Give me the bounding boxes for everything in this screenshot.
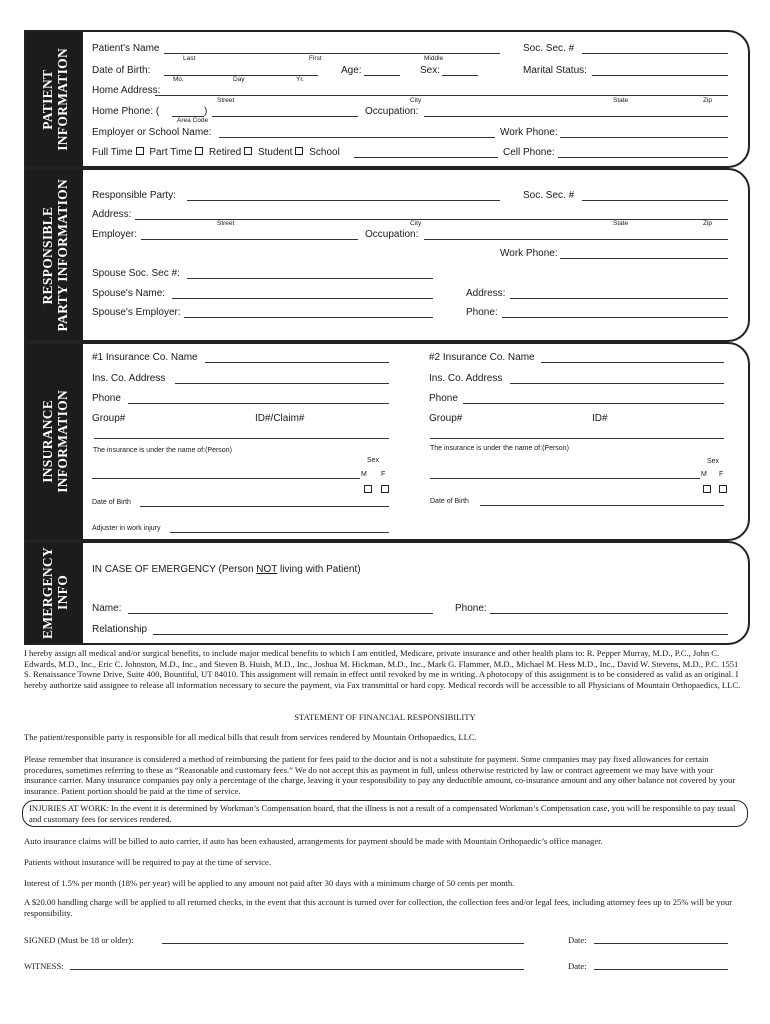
ins2-f-label: F: [719, 471, 724, 478]
marital-status-label: Marital Status:: [523, 65, 587, 76]
student-label: Student: [257, 147, 293, 158]
witness-date-field[interactable]: [594, 969, 728, 970]
statement-title: STATEMENT OF FINANCIAL RESPONSIBILITY: [294, 712, 476, 722]
responsible-party-tab: RESPONSIBLE PARTY INFORMATION: [26, 170, 83, 340]
dob-label: Date of Birth:: [92, 65, 151, 76]
ins2-group-id-field[interactable]: [430, 438, 724, 439]
age-field[interactable]: [364, 75, 400, 76]
full-time-label: Full Time: [92, 147, 133, 158]
last-caption: Last: [183, 55, 196, 62]
mo-caption: Mo.: [173, 76, 184, 83]
emergency-tab: EMERGENCY INFO: [26, 543, 83, 643]
interest-paragraph: Interest of 1.5% per month (18% per year) will be applied to any amount not paid after 30 days with a minimum charge of 50 cents per month.: [24, 878, 515, 888]
emergency-relationship-label: Relationship: [92, 624, 148, 635]
insurance-section: [24, 342, 750, 541]
work-phone-field[interactable]: [560, 137, 728, 138]
adjuster-label: Adjuster in work injury: [92, 525, 161, 532]
ins2-insured-person-field[interactable]: [430, 478, 700, 479]
adjuster-field[interactable]: [170, 532, 389, 533]
no-insurance-paragraph: Patients without insurance will be required to pay at the time of service.: [24, 857, 271, 867]
spouse-address-field[interactable]: [510, 298, 728, 299]
work-phone-label: Work Phone:: [500, 127, 558, 138]
ins2-group-label: Group#: [429, 413, 463, 424]
ins1-f-label: F: [381, 471, 386, 478]
home-address-label: Home Address:: [92, 85, 161, 96]
area-code-caption: Area Code: [177, 117, 209, 124]
ins1-name-field[interactable]: [205, 362, 389, 363]
school-field[interactable]: [354, 157, 498, 158]
responsible-work-phone-field[interactable]: [560, 258, 728, 259]
first-caption: First: [309, 55, 322, 62]
city-caption: City: [410, 97, 422, 104]
spouse-phone-label: Phone:: [466, 307, 498, 318]
home-phone-field[interactable]: [212, 116, 358, 117]
responsible-city-caption: City: [410, 220, 422, 227]
ins1-group-id-field[interactable]: [94, 438, 389, 439]
spouse-ssn-label: Spouse Soc. Sec #:: [92, 268, 180, 279]
responsibility-paragraph: The patient/responsible party is responsible for all medical bills that result from services rendered by Mountain Orthopaedics, LLC.: [24, 732, 477, 742]
cell-phone-label: Cell Phone:: [503, 147, 555, 158]
marital-status-field[interactable]: [592, 75, 728, 76]
spouse-employer-field[interactable]: [184, 317, 433, 318]
ins1-id-claim-label: ID#/Claim#: [255, 413, 305, 424]
insurance-reimbursement-paragraph: Please remember that insurance is considered a method of reimbursing the patient for fees paid to the doctor and is not a substitute for payment. Some companies may pay fixed allowances for certain procedures, sometimes referring to these as “Reasonable and customary fees.” We do not accept this as payment in full, unless otherwise restricted by law or contract agreement we may have with your insurance carrier. Many insurance companies pay only a percentage of the charge, leaving it your responsibility to pay any deductible amount, co-insurance amount and any other balance not covered by your insurance. Patient portion should be paid at the time of service.: [24, 754, 736, 796]
ins2-m-label: M: [701, 471, 707, 478]
insurance-tab: INSURANCE INFORMATION: [26, 344, 83, 539]
yr-caption: Yr.: [296, 76, 304, 83]
spouse-phone-field[interactable]: [502, 317, 728, 318]
home-address-field[interactable]: [155, 95, 728, 96]
ins2-name-label: #2 Insurance Co. Name: [429, 352, 535, 363]
day-caption: Day: [233, 76, 245, 83]
spouse-ssn-field[interactable]: [187, 278, 433, 279]
ins2-under-name-label: The insurance is under the name of:(Person): [430, 445, 569, 452]
student-checkbox[interactable]: [295, 147, 303, 155]
employer-field[interactable]: [219, 137, 495, 138]
occupation-label: Occupation:: [365, 106, 419, 117]
ins1-phone-field[interactable]: [128, 403, 389, 404]
middle-caption: Middle: [424, 55, 444, 62]
ins2-phone-label: Phone: [429, 393, 458, 404]
emergency-phone-field[interactable]: [490, 613, 728, 614]
ins1-under-name-label: The insurance is under the name of:(Person): [93, 447, 232, 454]
witness-label: WITNESS:: [24, 961, 64, 971]
home-phone-label: Home Phone: (: [92, 106, 160, 117]
ins1-dob-label: Date of Birth: [92, 499, 131, 506]
patient-ssn-label: Soc. Sec. #: [523, 43, 575, 54]
ins1-name-label: #1 Insurance Co. Name: [92, 352, 198, 363]
responsible-party-label: Responsible Party:: [92, 190, 176, 201]
signed-date-label: Date:: [568, 935, 587, 945]
not-emphasis: NOT: [256, 564, 278, 575]
responsible-state-caption: State: [613, 220, 629, 227]
patient-information-tab: PATIENT INFORMATION: [26, 32, 83, 166]
responsible-employer-label: Employer:: [92, 229, 138, 240]
sex-field[interactable]: [442, 75, 478, 76]
spouse-employer-label: Spouse's Employer:: [92, 307, 181, 318]
state-caption: State: [613, 97, 629, 104]
part-time-checkbox[interactable]: [195, 147, 203, 155]
patient-ssn-field[interactable]: [582, 53, 728, 54]
zip-caption: Zip: [703, 97, 713, 104]
responsible-zip-caption: Zip: [703, 220, 713, 227]
ins2-address-field[interactable]: [510, 383, 724, 384]
ins1-dob-field[interactable]: [140, 506, 389, 507]
school-label: School: [309, 147, 340, 158]
retired-label: Retired: [208, 147, 242, 158]
full-time-checkbox[interactable]: [136, 147, 144, 155]
ins1-m-label: M: [361, 471, 367, 478]
ins1-address-label: Ins. Co. Address: [92, 373, 166, 384]
auto-insurance-paragraph: Auto insurance claims will be billed to auto carrier, if auto has been exhausted, arrangements for payment should be made with Mountain Orthopaedic’s office manager.: [24, 836, 603, 846]
patient-name-label: Patient's Name: [92, 43, 160, 54]
witness-date-label: Date:: [568, 961, 587, 971]
handling-charge-paragraph: A $20.00 handling charge will be applied to all returned checks, in the event that this account is turned over for collection, the collection fees and/or legal fees, including attorney fees up to 25% will be your responsibility.: [24, 897, 733, 918]
ins2-id-label: ID#: [592, 413, 608, 424]
spouse-address-label: Address:: [466, 288, 506, 299]
ins2-dob-label: Date of Birth: [430, 498, 469, 505]
cell-phone-field[interactable]: [558, 157, 728, 158]
emergency-relationship-field[interactable]: [153, 634, 728, 635]
injuries-at-work-paragraph: INJURIES AT WORK: In the event it is determined by Workman’s Compensation board, that the illness is not a result of a compensated Workman’s Compensation case, you will be responsible to pay usual and customary fees for services rendered.: [22, 800, 748, 827]
spouse-name-field[interactable]: [172, 298, 433, 299]
signature-field[interactable]: [162, 943, 524, 944]
spouse-name-label: Spouse's Name:: [92, 288, 166, 299]
responsible-address-label: Address:: [92, 209, 132, 220]
ins2-phone-field[interactable]: [463, 403, 724, 404]
age-label: Age:: [341, 65, 362, 76]
ins1-phone-label: Phone: [92, 393, 121, 404]
ins2-address-label: Ins. Co. Address: [429, 373, 503, 384]
sex-label: Sex:: [420, 65, 441, 76]
ins2-dob-field[interactable]: [480, 505, 724, 506]
responsible-street-caption: Street: [217, 220, 235, 227]
employment-status-row: [92, 147, 340, 159]
ins1-insured-person-field[interactable]: [92, 478, 360, 479]
witness-field[interactable]: [70, 969, 524, 970]
responsible-party-field[interactable]: [187, 200, 500, 201]
part-time-label: Part Time: [149, 147, 193, 158]
responsible-employer-field[interactable]: [141, 239, 358, 240]
responsible-work-phone-label: Work Phone:: [500, 248, 558, 259]
ins1-address-field[interactable]: [175, 383, 389, 384]
patient-name-field[interactable]: [164, 53, 500, 54]
signed-date-field[interactable]: [594, 943, 728, 944]
emergency-name-field[interactable]: [128, 613, 433, 614]
ins2-m-checkbox[interactable]: [703, 485, 711, 493]
responsible-occupation-label: Occupation:: [365, 229, 419, 240]
ins1-f-checkbox[interactable]: [381, 485, 389, 493]
ins2-f-checkbox[interactable]: [719, 485, 727, 493]
emergency-phone-label: Phone:: [455, 603, 487, 614]
assignment-paragraph: I hereby assign all medical and/or surgical benefits, to include major medical benefits to which I am entitled, Medicare, private insurance and other health plans to: R. Pepper Murray, M.D., P.C., John C. Edwards, M.D., Inc., Eric C. Johnston, M.D., Inc., and Steven B. Huish, M.D., Inc., Joshua M. Hickman, M.D., Inc., Mark G. Flammer, M.D., Michael M. Hess M.D., Inc., David W. Stevens, M.D., P.C. 1551 S. Renaissance Towne Drive, Suite 400, Bountiful, UT 84010. This assignment will remain in effect until revoked by me in writing. A photocopy of this assignment is to be considered as valid as an original. I hereby authorize said assignee to release all information necessary to secure the payment, via Fax transmittal or hard copy. Medical records will be accessible to all Physicians of Mountain Orthopaedics, LLC.: [24, 648, 741, 690]
ins1-group-label: Group#: [92, 413, 126, 424]
ins2-name-field[interactable]: [541, 362, 724, 363]
signed-label: SIGNED (Must be 18 or older):: [24, 935, 134, 945]
responsible-ssn-field[interactable]: [582, 200, 728, 201]
emergency-heading: IN CASE OF EMERGENCY (Person NOT living with Patient): [92, 564, 361, 575]
street-caption: Street: [217, 97, 235, 104]
ins1-sex-label: Sex: [367, 457, 380, 464]
home-phone-close-paren: ): [204, 106, 208, 117]
responsible-occupation-field[interactable]: [424, 239, 728, 240]
ins1-m-checkbox[interactable]: [364, 485, 372, 493]
retired-checkbox[interactable]: [244, 147, 252, 155]
employer-label: Employer or School Name:: [92, 127, 212, 138]
emergency-name-label: Name:: [92, 603, 122, 614]
ins2-sex-label: Sex: [707, 458, 720, 465]
occupation-field[interactable]: [424, 116, 728, 117]
responsible-ssn-label: Soc. Sec. #: [523, 190, 575, 201]
